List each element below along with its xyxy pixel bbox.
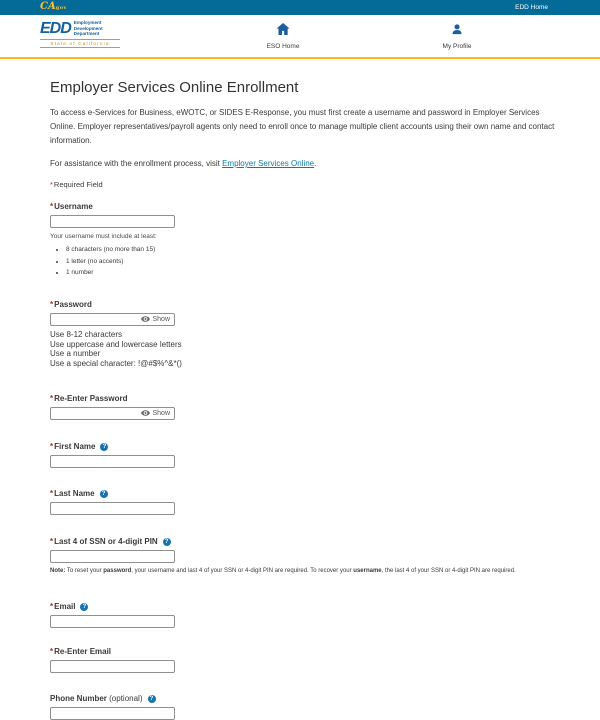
assistance-prefix: For assistance with the enrollment process, visit [50, 159, 223, 168]
ca-gov-logo[interactable] [40, 2, 67, 13]
reenter-password-group [50, 394, 550, 420]
edd-logo-line1: Employment [73, 20, 102, 25]
nav-my-profile-label: My Profile [442, 43, 472, 50]
assistance-suffix: . [314, 159, 317, 168]
intro-paragraph: To access e-Services for Business, eWOTC, or SIDES E-Response, you must first create a username and password in Employer Services Online. Employer representatives/payroll agents only need to enroll once to manage multiple client accounts using their own name and contact information. [50, 108, 555, 145]
username-rule: • 1 letter (no accents) [66, 258, 550, 265]
password-rule: Use 8-12 characters [50, 330, 123, 339]
password-group [50, 300, 550, 368]
password-show-label: Show [152, 316, 170, 323]
edd-home-link[interactable]: EDD Home [515, 4, 548, 11]
page-title: Employer Services Online Enrollment [50, 79, 299, 96]
username-input[interactable] [50, 215, 175, 228]
ssn-pin-input[interactable] [50, 550, 175, 563]
edd-logo-lines [74, 20, 103, 37]
password-show-button[interactable] [137, 316, 174, 324]
phone-group [50, 694, 550, 720]
last-name-input[interactable] [50, 502, 175, 515]
employer-services-online-link[interactable]: Employer Services Online [222, 159, 315, 168]
required-field-label: Required Field [53, 180, 103, 189]
eye-icon [141, 410, 150, 418]
nav-eso-home-label: ESO Home [266, 43, 300, 50]
password-rule: Use a special character: !@#$%^&*() [50, 358, 182, 368]
phone-input[interactable] [50, 707, 175, 720]
reenter-password-field [50, 407, 175, 420]
reenter-password-show-label: Show [152, 410, 170, 418]
eye-icon [141, 316, 150, 324]
phone-label: Phone Number (optional) [50, 694, 143, 704]
edd-logo[interactable] [40, 20, 120, 48]
ssn-pin-note: Note: To reset your password, your username and last 4 of your SSN or 4-digit PIN are required. To recover your username, the last 4 of your SSN or 4-digit PIN are required. [50, 568, 516, 575]
reenter-email-label: *Re-Enter Email [50, 647, 112, 657]
password-rules [50, 330, 550, 368]
person-icon [452, 22, 463, 40]
help-icon[interactable]: ? [148, 695, 156, 703]
help-icon[interactable]: ? [163, 538, 171, 546]
email-group [50, 602, 550, 628]
edd-logo-word: EDD [40, 20, 71, 38]
edd-logo-line2: Development [73, 25, 103, 31]
password-rule: Use uppercase and lowercase letters [50, 339, 182, 349]
required-marker: * [50, 180, 53, 189]
main-content [0, 79, 600, 720]
username-rules-list [66, 246, 550, 276]
first-name-group [50, 442, 550, 468]
reenter-email-input[interactable] [50, 660, 175, 673]
email-label: *Email [50, 602, 76, 612]
ca-gov-logo-suffix: gov [55, 5, 67, 11]
first-name-input[interactable] [50, 455, 175, 468]
help-icon[interactable]: ? [100, 490, 108, 498]
nav-my-profile[interactable] [443, 22, 472, 50]
password-label: *Password [50, 300, 92, 309]
password-input[interactable] [51, 314, 137, 325]
ssn-pin-group [50, 537, 550, 574]
nav-eso-home[interactable] [267, 22, 300, 50]
password-field [50, 313, 175, 326]
home-icon [277, 22, 290, 40]
password-rule: Use a number [50, 349, 101, 359]
reenter-email-group [50, 647, 550, 673]
username-rule: • 1 number [66, 269, 550, 276]
edd-logo-tagline: State of California [40, 39, 120, 48]
edd-logo-line3: Department [73, 31, 100, 37]
top-utility-bar [0, 0, 600, 15]
reenter-password-input[interactable] [51, 408, 137, 419]
site-header [0, 15, 600, 59]
username-group [50, 202, 550, 276]
help-icon[interactable]: ? [100, 443, 108, 451]
reenter-password-label: *Re-Enter Password [50, 394, 128, 404]
username-hint-title: Your username must include at least: [50, 233, 157, 240]
help-icon[interactable]: ? [80, 603, 88, 611]
last-name-group [50, 489, 550, 515]
assistance-line [50, 159, 550, 168]
username-label: *Username [50, 202, 93, 211]
ca-gov-logo-text: CA [40, 1, 56, 12]
first-name-label: *First Name [50, 442, 96, 452]
username-rule: • 8 characters (no more than 15) [66, 246, 550, 253]
last-name-label: *Last Name [50, 489, 95, 499]
ssn-pin-label: *Last 4 of SSN or 4-digit PIN [50, 537, 158, 547]
email-input[interactable] [50, 615, 175, 628]
reenter-password-show-button[interactable] [137, 410, 174, 418]
required-field-note [50, 180, 550, 189]
